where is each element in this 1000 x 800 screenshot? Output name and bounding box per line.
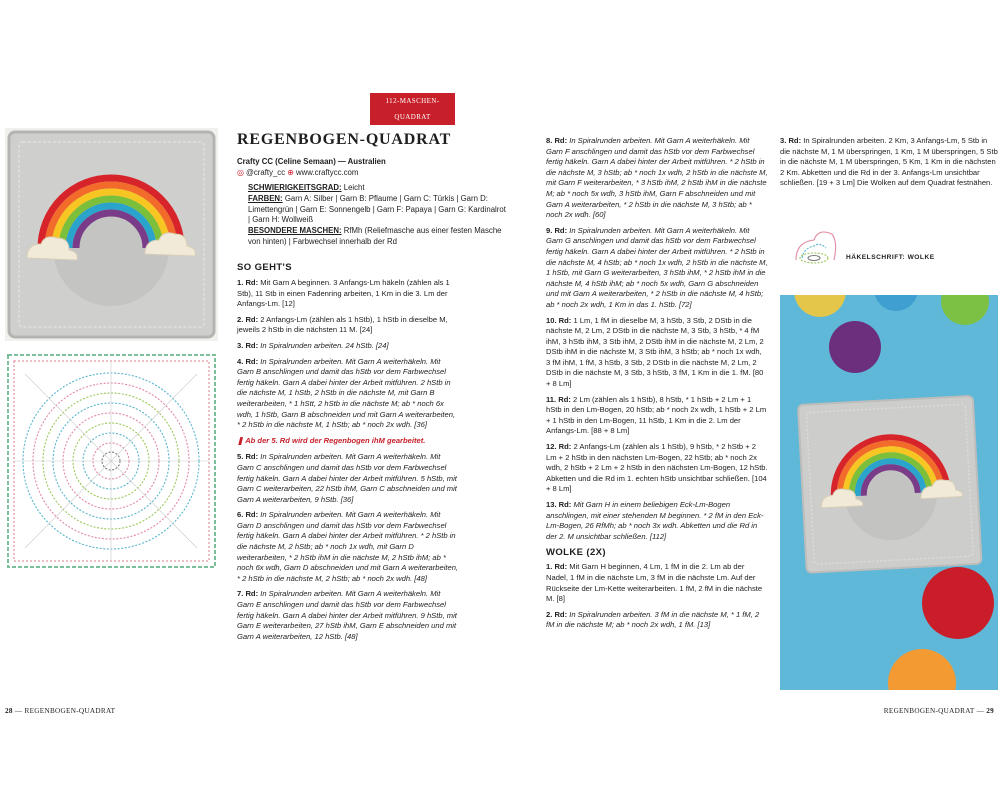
cloud-chart-caption: HÄKELSCHRIFT: WOLKE bbox=[846, 254, 935, 261]
colors-value: Garn A: Silber | Garn B: Pflaume | Garn C: Türkis | Garn D: Limettengrün | Garn E: Sonnengelb | Garn F: Papaya | Garn G: Kardinalrot | Garn H: Wollweiß bbox=[248, 193, 506, 225]
cloud-round-3: 3. Rd: In Spiralrunden arbeiten. 2 Km, 3 Anfangs-Lm, 5 Stb in die nächste M, 1 M überspringen, 1 Km, 1 M überspringen, 5 Stb in die nächste M, 1 M überspringen, 5 Km, 1 Km in die nächsten 2 Km. Abketten und die Rd in der 3. Anfangs-Lm unsichtbar schließen. [19 + 3 Lm] Die Wolken auf dem Quadrat festnähen. bbox=[780, 136, 998, 188]
special-label: BESONDERE MASCHEN: bbox=[248, 226, 342, 236]
instagram-handle[interactable]: @crafty_cc bbox=[245, 168, 286, 177]
footer-left-title: REGENBOGEN-QUADRAT bbox=[24, 707, 116, 715]
instructions-col2 bbox=[546, 136, 768, 636]
page-number-left: 28 bbox=[5, 707, 13, 715]
round-4: 4. Rd: In Spiralrunden arbeiten. Mit Garn A weiterhäkeln. Mit Garn B anschlingen und damit das hStb vor dem Farbwechsel fertig häkeln. Garn A dabei hinter der Arbeit mitführen. 2 hStb in die nächste M, 1 hStb, 2 hStb in die nächste M, mit Garn B weiterarbeiten, * 1 hStt, 2 hStb in die nächste M; ab * noch 6x wdh, 1 hStb, Garn B abschneiden und mit Garn A weiterarbeiten, * 2 hStb in die nächste M, 1 hStb; ab * noch 2x wdh. [36] bbox=[237, 356, 456, 430]
section-heading-so-gehts: SO GEHT'S bbox=[237, 262, 292, 273]
colors-label: FARBEN: bbox=[248, 193, 283, 203]
footer-right-title: REGENBOGEN-QUADRAT bbox=[883, 707, 975, 715]
special-value: RfMh (Reliefmasche aus einer festen Masche von hinten) | Farbwechsel innerhalb der Rd bbox=[248, 226, 502, 246]
cloud-round-1: 1. Rd: Mit Garn H beginnen, 4 Lm, 1 fM in die 2. Lm ab der Nadel, 1 fM in die nächste Lm, 3 fM in die nächste Lm. Auf der Rückseite der Lm-Kette weiterarbeiten. 1 fM, 2 fM in die nächste M. [8] bbox=[546, 562, 763, 604]
section-tag: 112-MASCHEN-QUADRAT bbox=[370, 93, 455, 125]
round-11: 11. Rd: 2 Lm (zählen als 1 hStb), 8 hStb, * 1 hStb + 2 Lm + 1 hStb in den Lm-Bogen, 20 hStb; ab * noch 2x wdh, 1 hStb + 2 Lm + 1 hStb in den Lm-Bogen, 11 hStb, 1 Km in die 2. Lm der Anfangs-Lm. [88 + 8 Lm] bbox=[546, 394, 767, 436]
yarn-photo bbox=[780, 295, 998, 690]
round-2: 2. Rd: 2 Anfangs-Lm (zählen als 1 hStb), 1 hStb in dieselbe M, jeweils 2 hStb in die nächsten 11 M. [24] bbox=[237, 314, 448, 335]
round-8: 8. Rd: In Spiralrunden arbeiten. Mit Garn A weiterhäkeln. Mit Garn F anschlingen und damit das hStb vor dem Farbwechsel fertig häkeln. Garn A dabei hinter der Arbeit mitführen. * 2 hStb in die nächste M, 3 hStb; ab * noch 1x wdh, 2 hStb in die nächste M, mit Garn F weiterarbeiten, * 3 hStb ihM, 2 hStb ihM in die nächste M; ab * noch 5x wdh, 3 hStb ihM, Garn F abschneiden und mit Garn A weiterarbeiten, * 2 hStb in die nächste M, 3 hStb; ab * noch 2x wdh. [60] bbox=[546, 136, 768, 220]
page-title: REGENBOGEN-QUADRAT bbox=[237, 131, 452, 148]
cloud-chart bbox=[790, 222, 840, 272]
rainbow-square-image bbox=[5, 128, 218, 341]
web-icon: ⊕ bbox=[287, 168, 294, 177]
cloud-round-2: 2. Rd: In Spiralrunden arbeiten. 3 fM in die nächste M, * 1 fM, 2 fM in die nächste M; ab * noch 2x wdh, 1 fM. [13] bbox=[546, 609, 760, 630]
section-heading-wolke: WOLKE (2X) bbox=[546, 547, 606, 559]
round-12: 12. Rd: 2 Anfangs-Lm (zählen als 1 hStb), 9 hStb, * 2 hStb + 2 Lm + 2 hStb in den nächsten Lm-Bogen, 22 hStb; ab * noch 2x wdh, 2 hStb + 2 Lm + 2 hStb in den nächsten Lm-Bogen, 12 hStb. Abketten und die Rd im 1. echten hStb unsichtbar schließen. [104 + 8 Lm] bbox=[546, 442, 768, 494]
yarn-photo-image bbox=[780, 295, 998, 690]
author: Crafty CC (Celine Semaan) — Australien bbox=[237, 157, 386, 166]
difficulty-value: Leicht bbox=[343, 183, 365, 192]
round-13: 13. Rd: Mit Garn H in einem beliebigen Eck-Lm-Bogen anschlingen, mit einer stehenden M beginnen. * 2 fM in den Eck-Lm-Bogen, 26 RfMh; ab * noch 3x wdh. Abketten und die Rd in der 2. M unsichtbar schließen. [112] bbox=[546, 500, 764, 541]
square-chart-image bbox=[5, 352, 218, 570]
round-7: 7. Rd: In Spiralrunden arbeiten. Mit Garn A weiterhäkeln. Mit Garn E anschlingen und damit das hStb vor dem Farbwechsel fertig häkeln. Garn A dabei hinter der Arbeit mitführen. 9 hStb, mit Garn E weiterarbeiten, 27 hStb ihM, Garn E abschneiden und mit Garn A weiterarbeiten, 12 hStb. [48] bbox=[237, 589, 457, 641]
square-photo bbox=[5, 128, 218, 341]
rainbow-note: ❚ Ab der 5. Rd wird der Regenbogen ihM gearbeitet. bbox=[237, 435, 426, 445]
round-10: 10. Rd: 1 Lm, 1 fM in dieselbe M, 3 hStb, 3 Stb, 2 DStb in die nächste M, 2 Lm, 2 DStb in die nächste M, 3 Stb, 3 hStb, * 4 fM ihM, 3 hStb ihM, 3 Stb ihM, 2 DStb ihM in die nächste M, 2 Lm, 2 DStb ihM in die nächste M, 3 Stb ihM, 3 hStb; ab * noch 1x wdh, 3 fM ihM, 1 fM, 3 hStb, 3 Stb, 2 DStb in die nächste M, 2 Lm, 2 DStb in die nächste M, 3 Stb, 3 hStb, 3 fM, 1 Km in die 1. fM. [80 + 8 Lm] bbox=[546, 315, 764, 389]
website-link[interactable]: www.craftycc.com bbox=[296, 168, 359, 177]
footer-left: 28 — REGENBOGEN-QUADRAT bbox=[5, 707, 116, 715]
round-5: 5. Rd: In Spiralrunden arbeiten. Mit Garn A weiterhäkeln. Mit Garn C anschlingen und damit das hStb vor dem Farbwechsel fertig häkeln. Garn A dabei hinter der Arbeit mitführen. 5 hStb, mit Garn C weiterarbeiten, 22 hStb ihM, Garn C abschneiden und mit Garn A weiterarbeiten, 9 hStb. [36] bbox=[237, 452, 457, 504]
round-9: 9. Rd: In Spiralrunden arbeiten. Mit Garn A weiterhäkeln. Mit Garn G anschlingen und damit das hStb vor dem Farbwechsel fertig häkeln. Garn A dabei hinter der Arbeit mitführen. * 2 hStb in die nächste M, 4 hStb; ab * noch 1x wdh, 2 hStb in die nächste M, 1 hStb, mit Garn G weiterarbeiten, 3 hStb ihM, * 2 hStb ihM in die nächste M, 4 hStb ihM; ab * noch 5x wdh, Garn G abschneiden und mit Garn A weiterarbeiten, * 2 hStb in die nächste M, 4 hStb; ab * noch 2x wdh, 1 Km in das 1. hStb. [72] bbox=[546, 225, 768, 309]
round-6: 6. Rd: In Spiralrunden arbeiten. Mit Garn A weiterhäkeln. Mit Garn D anschlingen und damit das hStb vor dem Farbwechsel fertig häkeln. Garn A dabei hinter der Arbeit mitführen. * 2 hStb in die nächste M, 2 hStb; ab * noch 1x wdh, mit Garn D weiterarbeiten, * 2 hStb ihM in die nächste M, 2 hStb ihM; ab * noch 6x wdh, Garn D abschneiden und mit Garn A weiterarbeiten, * 2 hStb in die nächste M, 2 hStb; ab * noch 2x wdh. [48] bbox=[237, 510, 459, 583]
cloud-chart-image bbox=[790, 222, 840, 272]
round-3: 3. Rd: In Spiralrunden arbeiten. 24 hStb. [24] bbox=[237, 340, 389, 350]
instagram-icon: ◎ bbox=[237, 168, 244, 177]
round-1: 1. Rd: Mit Garn A beginnen. 3 Anfangs-Lm häkeln (zählen als 1 Stb), 11 Stb in einen Fadenring arbeiten, 1 Km in die 3. Lm der Anfangs-Lm. [12] bbox=[237, 278, 450, 309]
footer-right: REGENBOGEN-QUADRAT — 29 bbox=[883, 707, 994, 715]
difficulty-label: SCHWIERIGKEITSGRAD: bbox=[248, 183, 342, 192]
page-number-right: 29 bbox=[986, 707, 994, 715]
instructions-col3 bbox=[780, 136, 998, 194]
instructions-col1 bbox=[237, 278, 459, 647]
crochet-chart bbox=[5, 352, 218, 570]
